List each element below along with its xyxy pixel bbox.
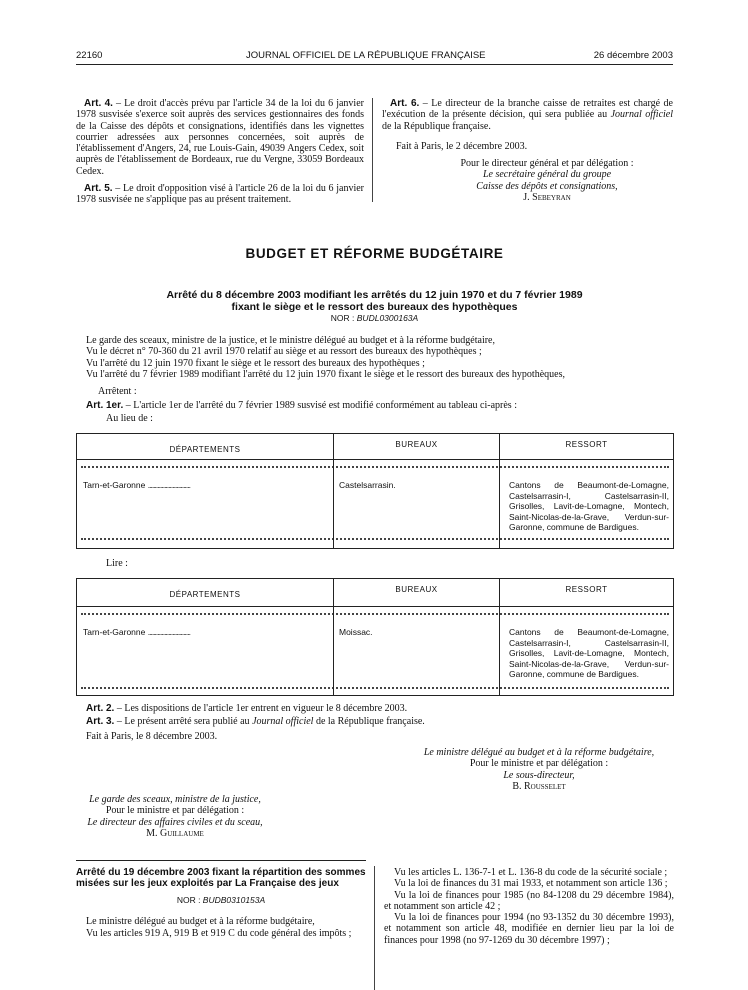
- cell-bureau: Moissac.: [339, 627, 373, 637]
- cell-ressort: Cantons de Beaumont-de-Lomagne, Castelsarrasin-I, Castelsarrasin-II, Grisolles, Lavit-de-Lomagne, Montech, Saint-Nicolas-de-la-Grave, Verdun-sur-Garonne, commune de Bardigues.: [509, 480, 669, 532]
- page-header: [76, 50, 673, 64]
- signature-block-minister: [398, 747, 680, 792]
- arrete2-left-column: [76, 867, 366, 939]
- table-header: DÉPARTEMENTS: [77, 434, 334, 460]
- au-lieu-de: Au lieu de :: [106, 413, 153, 424]
- cell-departement: Tarn-et-Garonne ...............................: [83, 480, 190, 490]
- signature-block-justice: [70, 794, 280, 839]
- visa-line: Vu la loi de finances pour 1994 (no 93-1352 du 30 décembre 1993), et notamment son article 48, modifiée en dernier lieu par la loi de finances pour 1998 (no 97-1269 du 30 décembre 1997) ;: [384, 912, 674, 946]
- visa-line: Vu l'arrêté du 12 juin 1970 fixant le siège et le ressort des bureaux des hypothèques ;: [86, 357, 425, 369]
- page-number: 22160: [76, 50, 103, 61]
- arretent: Arrêtent :: [98, 386, 137, 397]
- signature-line: Le directeur des affaires civiles et du sceau,: [87, 816, 263, 828]
- signature-line: Pour le directeur général et par délégation :: [460, 158, 634, 170]
- table-header: BUREAUX: [334, 579, 500, 607]
- cell-ressort: Cantons de Beaumont-de-Lomagne, Castelsarrasin-I, Castelsarrasin-II, Grisolles, Lavit-de-Lomagne, Montech, Saint-Nicolas-de-la-Grave, Verdun-sur-Garonne, commune de Bardigues.: [509, 627, 669, 679]
- dotted-line: [81, 466, 669, 468]
- article-4: Art. 4. – Le droit d'accès prévu par l'article 34 de la loi du 6 janvier 1978 susvisée s'exerce soit auprès des services gestionnaires des fonds de la Caisse des dépôts et consignations, identifiés dans les vignettes courrier adressées aux personnes concernées, soit auprès de l'établissement d'Angers, 24, rue Louis-Gain, 49039 Angers Cedex, soit auprès de l'établissement de Bordeaux, rue du Vergne, 33059 Bordeaux Cedex.: [76, 98, 364, 177]
- article-3: Art. 3. – Le présent arrêté sera publié au Journal officiel de la République française.: [86, 716, 425, 727]
- issue-date: 26 décembre 2003: [593, 50, 673, 61]
- signature-line: Le garde des sceaux, ministre de la justice,: [89, 794, 261, 805]
- signatory-name: B. Rousselet: [512, 780, 566, 792]
- signature-line: Caisse des dépôts et consignations,: [476, 180, 618, 192]
- cell-departement: Tarn-et-Garonne ...............................: [83, 627, 190, 637]
- signature-line: Le secrétaire général du groupe: [482, 169, 612, 181]
- visa-line: Vu les articles 919 A, 919 B et 919 C du code général des impôts ;: [86, 927, 352, 939]
- section-title: BUDGET ET RÉFORME BUDGÉTAIRE: [245, 246, 504, 261]
- table-header: RESSORT: [500, 579, 674, 607]
- signature-line: Le ministre délégué au budget et à la réforme budgétaire,: [423, 747, 655, 758]
- visa-line: Vu la loi de finances du 31 mai 1933, et notamment son article 136 ;: [394, 878, 668, 890]
- arrete2-right-column: [384, 867, 674, 946]
- table-row: [77, 607, 674, 696]
- arrete2-title: Arrêté du 19 décembre 2003 fixant la répartition des sommes misées sur les jeux exploités par La Française des jeux: [76, 867, 366, 889]
- signature-line: Le sous-directeur,: [503, 769, 575, 781]
- dotted-line: [81, 613, 669, 615]
- arrete-title: Arrêté du 8 décembre 2003 modifiant les arrêtés du 12 juin 1970 et du 7 février 1989 fixant le siège et le ressort des bureaux des hypothèques NOR : BUDL0300163A: [76, 290, 673, 325]
- top-right-column: [382, 98, 673, 203]
- dotted-line: [81, 687, 669, 689]
- table-au-lieu-de: [76, 433, 674, 549]
- visa-line: Le ministre délégué au budget et à la réforme budgétaire,: [86, 916, 315, 928]
- visa-line: Vu le décret n° 70-360 du 21 avril 1970 relatif au siège et au ressort des bureaux des hypothèques ;: [86, 346, 482, 358]
- table-row: [77, 460, 674, 549]
- top-left-column: [76, 98, 364, 206]
- table-header: RESSORT: [500, 434, 674, 460]
- signature-line: Pour le ministre et par délégation :: [469, 758, 609, 770]
- visa-line: Vu l'arrêté du 7 février 1989 modifiant l'arrêté du 12 juin 1970 fixant le siège et le ressort des bureaux des hypothèques,: [86, 368, 565, 380]
- visa-line: Le garde des sceaux, ministre de la justice, et le ministre délégué au budget et à la réforme budgétaire,: [86, 335, 495, 346]
- journal-title: JOURNAL OFFICIEL DE LA RÉPUBLIQUE FRANÇAISE: [246, 50, 486, 61]
- article-2: Art. 2. – Les dispositions de l'article 1er entrent en vigueur le 8 décembre 2003.: [86, 703, 408, 714]
- fait-a-paris: Fait à Paris, le 2 décembre 2003.: [396, 140, 528, 152]
- visas-block: [86, 335, 674, 380]
- article-6: Art. 6. – Le directeur de la branche caisse de retraites est chargé de l'exécution de la présente décision, qui sera publiée au Journal officiel de la République française.: [382, 98, 673, 132]
- article-5: Art. 5. – Le droit d'opposition visé à l'article 26 de la loi du 6 janvier 1978 susvisée ne s'applique pas au présent traitement.: [76, 183, 365, 206]
- fait-a-paris: Fait à Paris, le 8 décembre 2003.: [86, 731, 218, 742]
- nor-reference: NOR : BUDB0310153A: [176, 895, 266, 905]
- table-header: BUREAUX: [334, 434, 500, 460]
- table-header: DÉPARTEMENTS: [77, 579, 334, 607]
- table-lire: [76, 578, 674, 696]
- visa-line: Vu la loi de finances pour 1985 (no 84-1208 du 29 décembre 1984), et notamment son article 42 ;: [384, 889, 674, 912]
- header-rule: [76, 64, 673, 65]
- signature-block: [382, 158, 652, 203]
- signatory-name: J. Sebeyran: [523, 192, 571, 204]
- column-divider: [372, 98, 373, 202]
- visa-line: Vu les articles L. 136-7-1 et L. 136-8 du code de la sécurité sociale ;: [394, 867, 668, 878]
- column-divider: [374, 866, 375, 990]
- nor-reference: NOR : BUDL0300163A: [330, 313, 419, 323]
- dotted-line: [81, 538, 669, 540]
- signature-line: Pour le ministre et par délégation :: [105, 805, 245, 817]
- signatory-name: M. Guillaume: [146, 827, 204, 839]
- cell-bureau: Castelsarrasin.: [339, 480, 396, 490]
- article-1: Art. 1er. – L'article 1er de l'arrêté du 7 février 1989 susvisé est modifié conformément au tableau ci-après :: [86, 400, 517, 411]
- lire: Lire :: [106, 558, 128, 569]
- arrete2-rule: [76, 860, 366, 861]
